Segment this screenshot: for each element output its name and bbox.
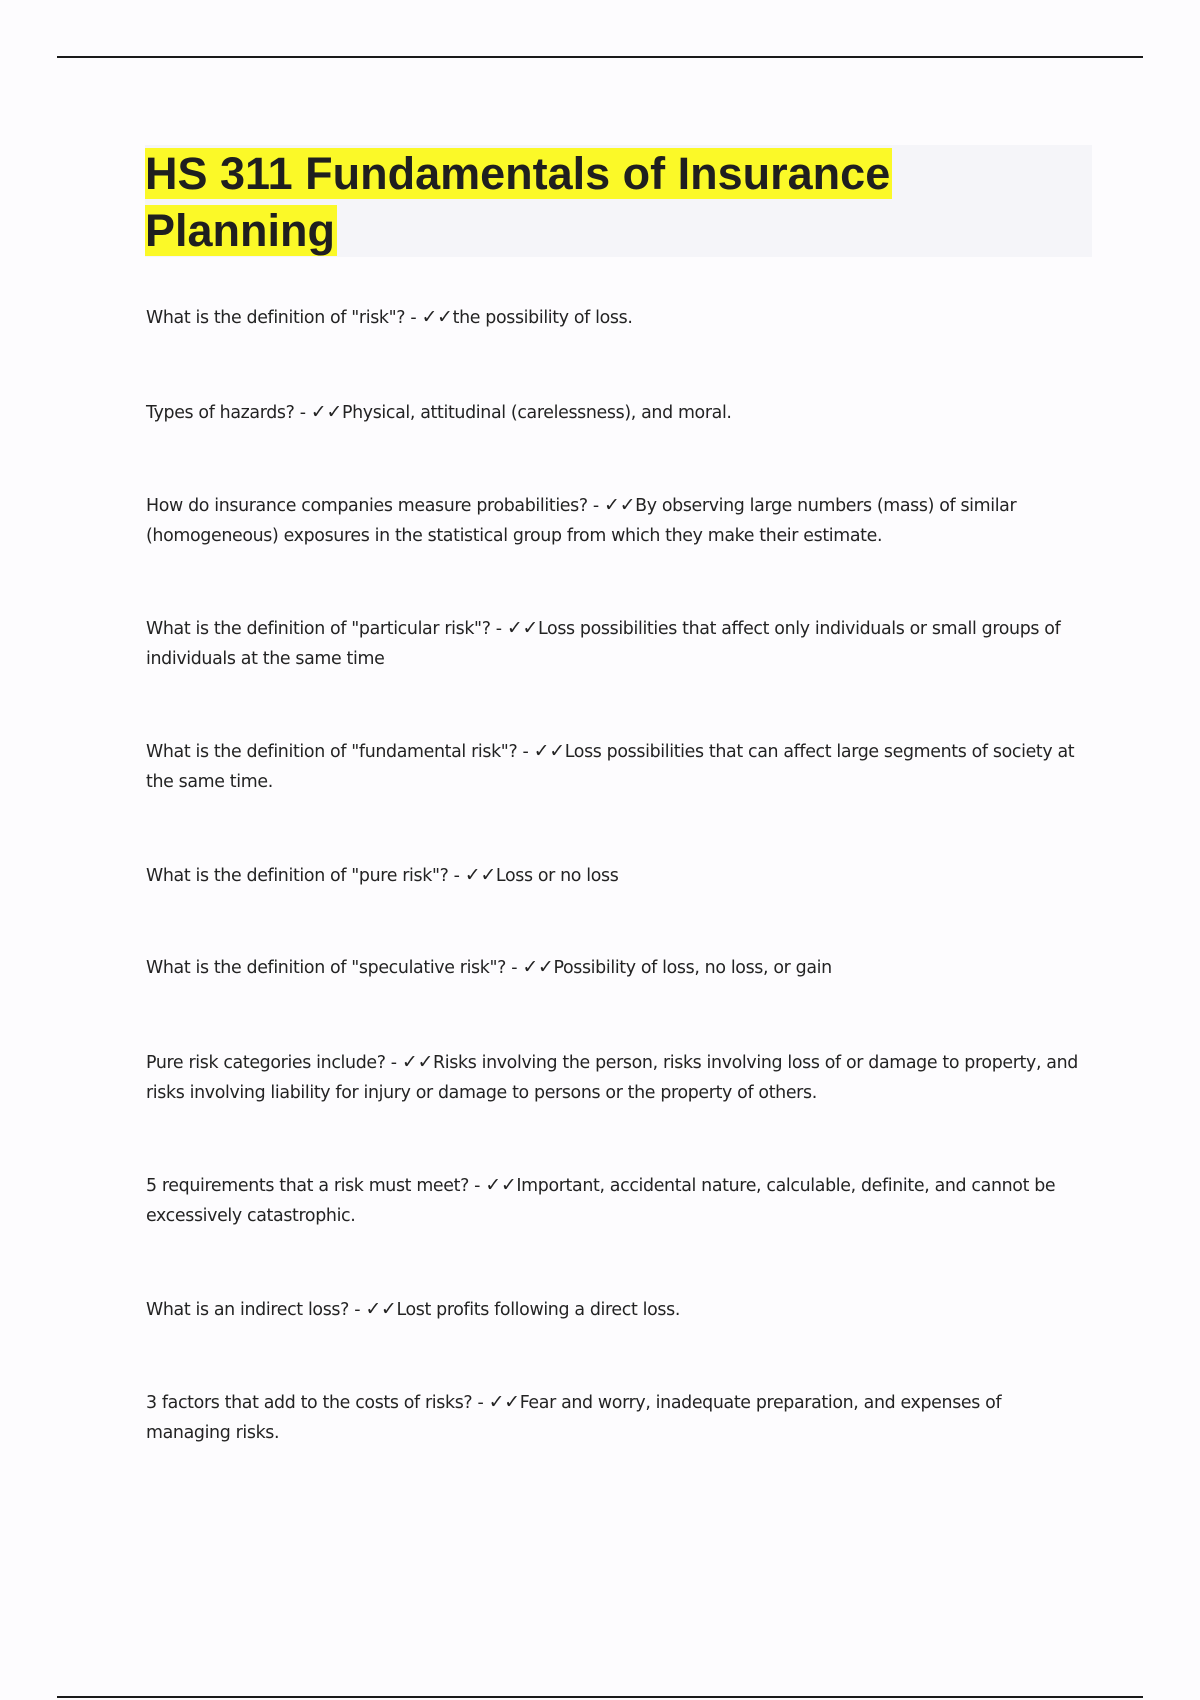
page-title [145,145,1092,259]
question-text: How do insurance companies measure probabilities? [146,496,588,516]
separator: - [506,958,523,978]
qa-item-1 [146,302,1086,333]
double-check-icon: ✓✓ [464,864,496,886]
question-text: What is the definition of "fundamental risk"? [146,742,518,762]
question-text: Types of hazards? [146,403,295,423]
double-check-icon: ✓✓ [533,740,565,762]
double-check-icon: ✓✓ [310,401,342,423]
qa-item-4 [146,613,1086,674]
question-text: What is an indirect loss? [146,1300,350,1320]
double-check-icon: ✓✓ [485,1174,517,1196]
separator: - [448,866,465,886]
double-check-icon: ✓✓ [506,617,538,639]
double-check-icon: ✓✓ [365,1298,397,1320]
answer-text: Loss or no loss [495,866,619,886]
answer-text: the possibility of loss. [452,308,633,328]
qa-item-10 [146,1294,1086,1325]
separator: - [517,742,534,762]
qa-item-3 [146,490,1086,551]
separator: - [490,619,507,639]
separator: - [385,1053,402,1073]
top-rule [57,56,1143,58]
separator: - [472,1393,489,1413]
double-check-icon: ✓✓ [604,494,636,516]
double-check-icon: ✓✓ [421,306,453,328]
answer-text: Loss possibilities that can affect large segments of society at the same time. [146,742,1075,792]
qa-item-6 [146,860,1086,891]
double-check-icon: ✓✓ [401,1051,434,1073]
answer-text: Fear and worry, inadequate preparation, and expenses of managing risks. [146,1393,1002,1443]
qa-item-5 [146,736,1086,797]
answer-text: Possibility of loss, no loss, or gain [553,958,832,978]
answer-text: By observing large numbers (mass) of similar (homogeneous) exposures in the statistical group from which they make their estimate. [146,496,1017,546]
question-text: Pure risk categories include? [146,1053,386,1073]
answer-text: Lost profits following a direct loss. [396,1300,681,1320]
answer-text: Physical, attitudinal (carelessness), and moral. [341,403,732,423]
title-highlight: HS 311 Fundamentals of Insurance Planning [145,148,891,256]
separator: - [349,1300,366,1320]
qa-item-8 [146,1047,1086,1108]
qa-item-2 [146,397,1086,428]
question-text: What is the definition of "particular risk"? [146,619,491,639]
answer-text: Important, accidental nature, calculable, definite, and cannot be excessively catastrophic. [146,1176,1056,1226]
title-block [145,145,1092,257]
qa-item-9 [146,1170,1086,1231]
bottom-rule [57,1696,1143,1698]
separator: - [294,403,311,423]
separator: - [468,1176,486,1196]
question-text: What is the definition of "pure risk"? [146,866,449,886]
question-text: What is the definition of "risk"? [146,308,406,328]
separator: - [405,308,422,328]
question-text: What is the definition of "speculative risk"? [146,958,507,978]
question-text: 3 factors that add to the costs of risks? [146,1393,473,1413]
double-check-icon: ✓✓ [488,1391,520,1413]
double-check-icon: ✓✓ [522,956,554,978]
answer-text: Risks involving the person, risks involving loss of or damage to property, and risks involving liability for injury or damage to persons or the property of others. [146,1053,1078,1103]
qa-item-11 [146,1387,1086,1448]
question-text: 5 requirements that a risk must meet? [146,1176,469,1196]
qa-item-7 [146,952,1086,983]
answer-text: Loss possibilities that affect only individuals or small groups of individuals at the same time [146,619,1061,669]
separator: - [587,496,605,516]
